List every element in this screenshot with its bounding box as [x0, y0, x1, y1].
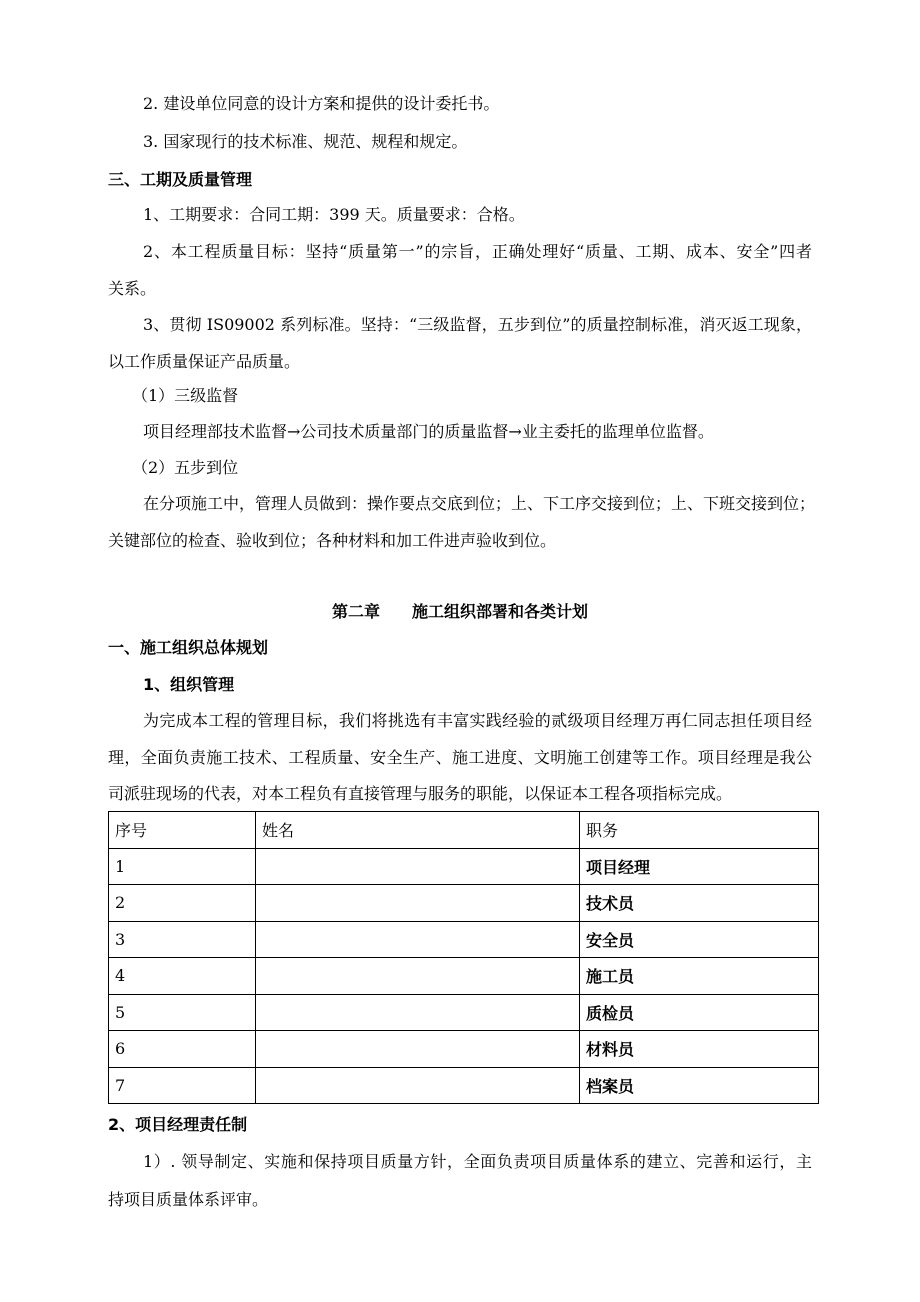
header-position: 职务	[580, 812, 819, 849]
cell-number: 4	[109, 958, 256, 995]
cell-name	[256, 1067, 580, 1104]
header-number: 序号	[109, 812, 256, 849]
subheading-three-level: （1）三级监督	[132, 386, 239, 405]
paragraph-quality-goal-cont: 关系。	[108, 279, 157, 298]
subheading-manager-responsibility: 2、项目经理责任制	[108, 1115, 248, 1134]
cell-name	[256, 958, 580, 995]
cell-name	[256, 994, 580, 1031]
paragraph-org-cont1: 理，全面负责施工技术、工程质量、安全生产、施工进度、文明施工创建等工作。项目经理是我公	[108, 748, 812, 767]
table-row	[109, 885, 819, 922]
section-heading-schedule-quality: 三、工期及质量管理	[108, 170, 253, 189]
paragraph-schedule: 1、工期要求：合同工期：399 天。质量要求：合格。	[143, 205, 525, 224]
table-row	[109, 921, 819, 958]
cell-position: 安全员	[580, 921, 819, 958]
section-heading-overall-plan: 一、施工组织总体规划	[108, 638, 269, 657]
cell-name	[256, 921, 580, 958]
paragraph-quality-goal: 2、本工程质量目标：坚持“质量第一”的宗旨，正确处理好“质量、工期、成本、安全”四者	[143, 242, 812, 261]
table-row	[109, 848, 819, 885]
paragraph-responsibility-cont: 持项目质量体系评审。	[108, 1190, 269, 1209]
paragraph-org-cont2: 司派驻现场的代表，对本工程负有直接管理与服务的职能，以保证本工程各项指标完成。	[108, 784, 733, 803]
chapter-title: 第二章 施工组织部署和各类计划	[331, 602, 588, 621]
paragraph-responsibility: 1）. 领导制定、实施和保持项目质量方针，全面负责项目质量体系的建立、完善和运行，主	[143, 1152, 812, 1171]
cell-number: 5	[109, 994, 256, 1031]
cell-number: 3	[109, 921, 256, 958]
paragraph-five-step: 在分项施工中，管理人员做到：操作要点交底到位；上、下工序交接到位；上、下班交接到位；	[143, 494, 816, 513]
subheading-org-management: 1、组织管理	[143, 675, 235, 694]
paragraph-iso: 3、贯彻 IS09002 系列标准。坚持：“三级监督，五步到位”的质量控制标准，消灭返工现象，	[143, 315, 812, 334]
paragraph-org: 为完成本工程的管理目标，我们将挑选有丰富实践经验的贰级项目经理万再仁同志担任项目经	[143, 711, 812, 730]
paragraph-supervision: 项目经理部技术监督→公司技术质量部门的质量监督→业主委托的监理单位监督。	[143, 422, 714, 441]
table-row	[109, 1067, 819, 1104]
cell-name	[256, 1031, 580, 1068]
table-row	[109, 994, 819, 1031]
cell-number: 2	[109, 885, 256, 922]
cell-position: 质检员	[580, 994, 819, 1031]
list-item-2: 2. 建设单位同意的设计方案和提供的设计委托书。	[143, 94, 500, 113]
header-name: 姓名	[256, 812, 580, 849]
cell-position: 技术员	[580, 885, 819, 922]
cell-name	[256, 848, 580, 885]
list-item-3: 3. 国家现行的技术标准、规范、规程和规定。	[143, 132, 468, 151]
cell-number: 1	[109, 848, 256, 885]
table-header-row	[109, 812, 819, 849]
paragraph-iso-cont: 以工作质量保证产品质量。	[108, 352, 301, 371]
subheading-five-step: （2）五步到位	[132, 458, 239, 477]
cell-number: 6	[109, 1031, 256, 1068]
cell-position: 施工员	[580, 958, 819, 995]
cell-position: 档案员	[580, 1067, 819, 1104]
cell-position: 材料员	[580, 1031, 819, 1068]
cell-number: 7	[109, 1067, 256, 1104]
table-row	[109, 958, 819, 995]
cell-name	[256, 885, 580, 922]
paragraph-five-step-cont: 关键部位的检查、验收到位；各种材料和加工件进声验收到位。	[108, 531, 557, 550]
table-row	[109, 1031, 819, 1068]
staff-table	[108, 811, 819, 1104]
cell-position: 项目经理	[580, 848, 819, 885]
